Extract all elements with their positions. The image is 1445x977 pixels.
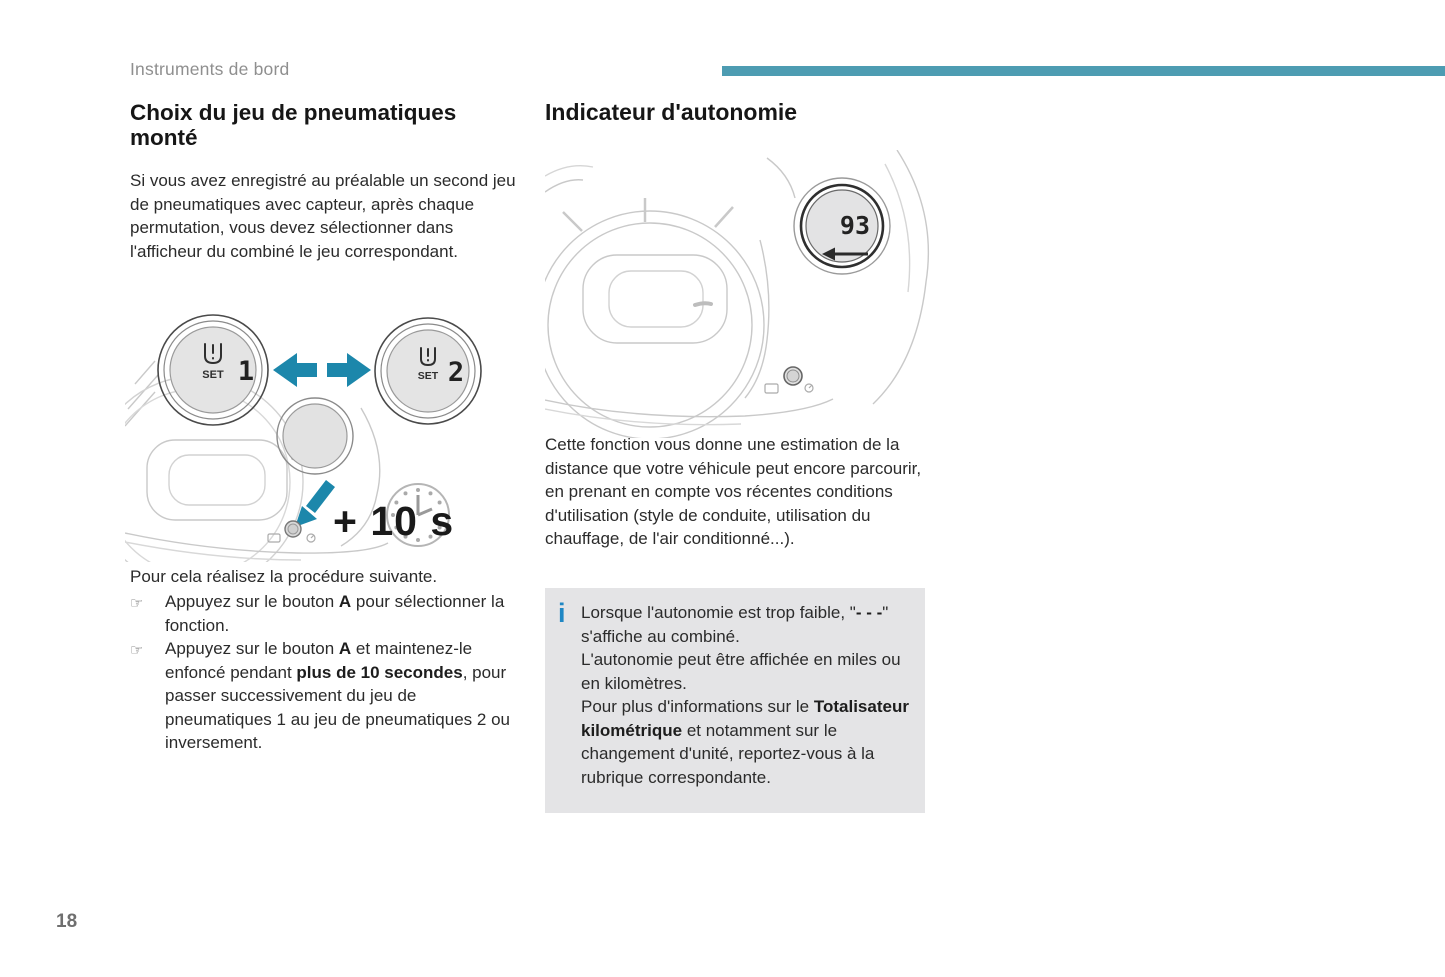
procedure-step bbox=[130, 637, 522, 755]
set-number-1: 1 bbox=[237, 356, 255, 387]
info-line: Pour plus d'informations sur le Totalisateur kilométrique et notamment sur le changement d'unité, reportez-vous à la rubrique correspondante. bbox=[581, 697, 909, 787]
tyre-set-selection-illustration bbox=[125, 312, 523, 562]
info-box-text bbox=[581, 601, 909, 789]
info-line: Lorsque l'autonomie est trop faible, "- - -" s'affiche au combiné. bbox=[581, 603, 889, 646]
tyre-set-display-2 bbox=[375, 318, 481, 424]
set-label-2: SET bbox=[417, 370, 439, 382]
procedure-steps bbox=[130, 590, 522, 755]
page-number: 18 bbox=[56, 911, 78, 932]
info-icon: i bbox=[558, 598, 566, 628]
procedure-intro: Pour cela réalisez la procédure suivante. bbox=[130, 567, 438, 586]
set-number-2: 2 bbox=[447, 357, 465, 388]
timer-label: + 10 s bbox=[333, 498, 455, 544]
set-label-1: SET bbox=[202, 369, 224, 381]
pointing-hand-icon: ☞ bbox=[130, 594, 144, 612]
trip-button bbox=[765, 367, 813, 393]
autonomy-indicator-illustration bbox=[545, 150, 937, 438]
tyre-set-display-1 bbox=[158, 315, 268, 425]
autonomy-display bbox=[794, 178, 890, 274]
information-box bbox=[545, 588, 925, 813]
arrow-right-icon bbox=[327, 353, 371, 387]
step-text: Appuyez sur le bouton A et maintenez-le enfoncé pendant plus de 10 secondes, pour passer successivement du jeu de pneumatiques 1 au jeu de pneumatiques 2 ou inversement. bbox=[165, 639, 510, 752]
step-text: Appuyez sur le bouton A pour sélectionner la fonction. bbox=[165, 592, 505, 635]
pointing-hand-icon: ☞ bbox=[130, 641, 144, 659]
chapter-header: Instruments de bord bbox=[130, 59, 290, 79]
display-icon bbox=[765, 384, 778, 393]
info-line: L'autonomie peut être affichée en miles ou en kilomètres. bbox=[581, 650, 901, 693]
arrow-left-icon bbox=[273, 353, 317, 387]
cluster-outline bbox=[545, 150, 928, 438]
procedure-step bbox=[130, 590, 522, 637]
right-section-title: Indicateur d'autonomie bbox=[545, 99, 798, 125]
left-intro-paragraph: Si vous avez enregistré au préalable un second jeu de pneumatiques avec capteur, après chaque permutation, vous devez sélectionner dans l'afficheur du combiné le jeu correspondant. bbox=[130, 171, 516, 261]
cluster-round-display bbox=[277, 398, 353, 474]
right-intro-paragraph: Cette fonction vous donne une estimation de la distance que votre véhicule peut encore parcourir, en prenant en compte vos récentes conditions d'utilisation (style de conduite, utilisation du chauffage, de l'air conditionné...). bbox=[545, 435, 922, 548]
left-section-title: Choix du jeu de pneumatiques monté bbox=[130, 100, 457, 150]
accent-bar bbox=[722, 66, 1445, 76]
autonomy-value: 93 bbox=[839, 211, 870, 240]
